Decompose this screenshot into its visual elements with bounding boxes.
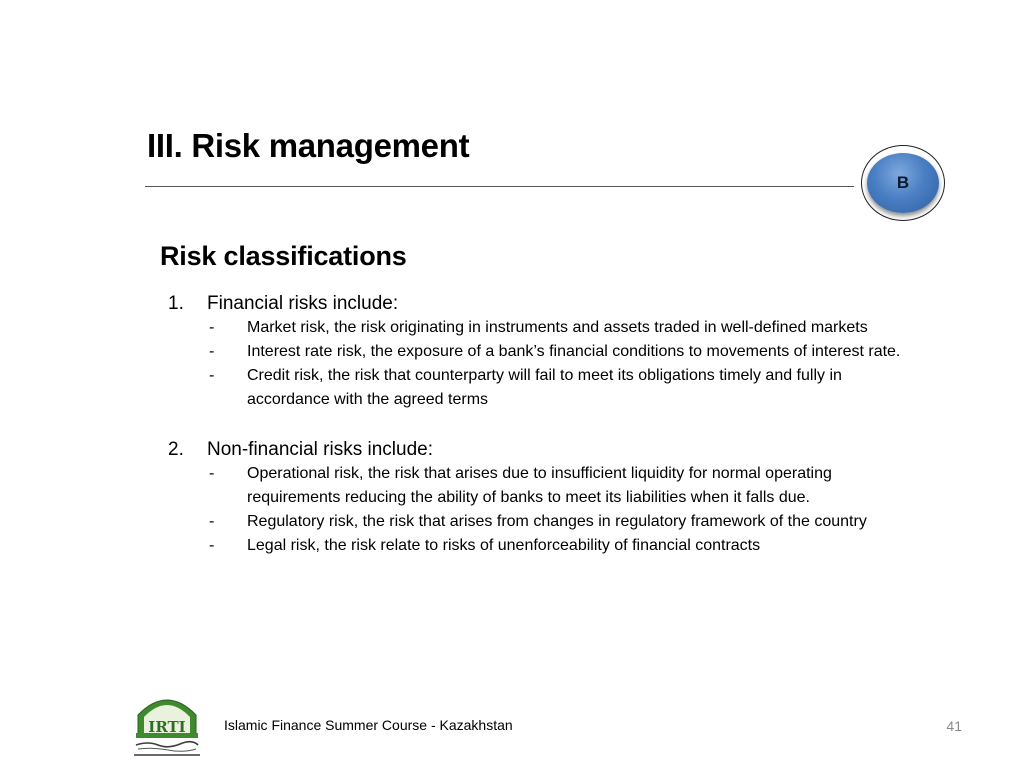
irti-logo [128,689,206,761]
list-bullet: - [209,513,215,530]
list-item-text: Credit risk, the risk that counterparty will fail to meet its obligations timely and fully in accordance with the agreed terms [247,367,842,408]
group-number: 1. [168,293,184,314]
risk-list [160,292,910,558]
title-divider [145,186,854,187]
section-badge [867,153,939,213]
list-bullet: - [209,465,215,482]
risk-group-financial [160,292,910,412]
list-item-text: Regulatory risk, the risk that arises from changes in regulatory framework of the country [247,513,867,530]
list-item [207,364,910,412]
list-item [207,462,910,510]
list-bullet: - [209,343,215,360]
list-item-text: Market risk, the risk originating in instruments and assets traded in well-defined markets [247,319,868,336]
group-heading [160,292,910,316]
list-item [207,340,910,364]
list-item-text: Operational risk, the risk that arises due to insufficient liquidity for normal operating requirements reducing the ability of banks to meet its liabilities when it falls due. [247,465,832,506]
section-badge-label: B [896,173,910,192]
list-item [207,316,910,340]
list-item [207,534,910,558]
list-item-text: Legal risk, the risk relate to risks of unenforceability of financial contracts [247,537,761,554]
list-item-text: Interest rate risk, the exposure of a bank’s financial conditions to movements of interest rate. [247,343,901,360]
footer-course-title: Islamic Finance Summer Course - Kazakhstan [224,717,513,733]
group-number: 2. [168,439,184,460]
list-bullet: - [209,367,215,384]
risk-group-non-financial [160,438,910,558]
list-item [207,510,910,534]
group-heading-text: Financial risks include: [207,293,399,314]
page-number: 41 [946,718,962,734]
list-bullet: - [209,319,215,336]
group-heading [160,438,910,462]
section-subtitle: Risk classifications [160,241,407,271]
slide-title: III. Risk management [147,127,470,164]
logo-text: IRTI [148,718,186,736]
list-bullet: - [209,537,215,554]
group-heading-text: Non-financial risks include: [207,439,433,460]
